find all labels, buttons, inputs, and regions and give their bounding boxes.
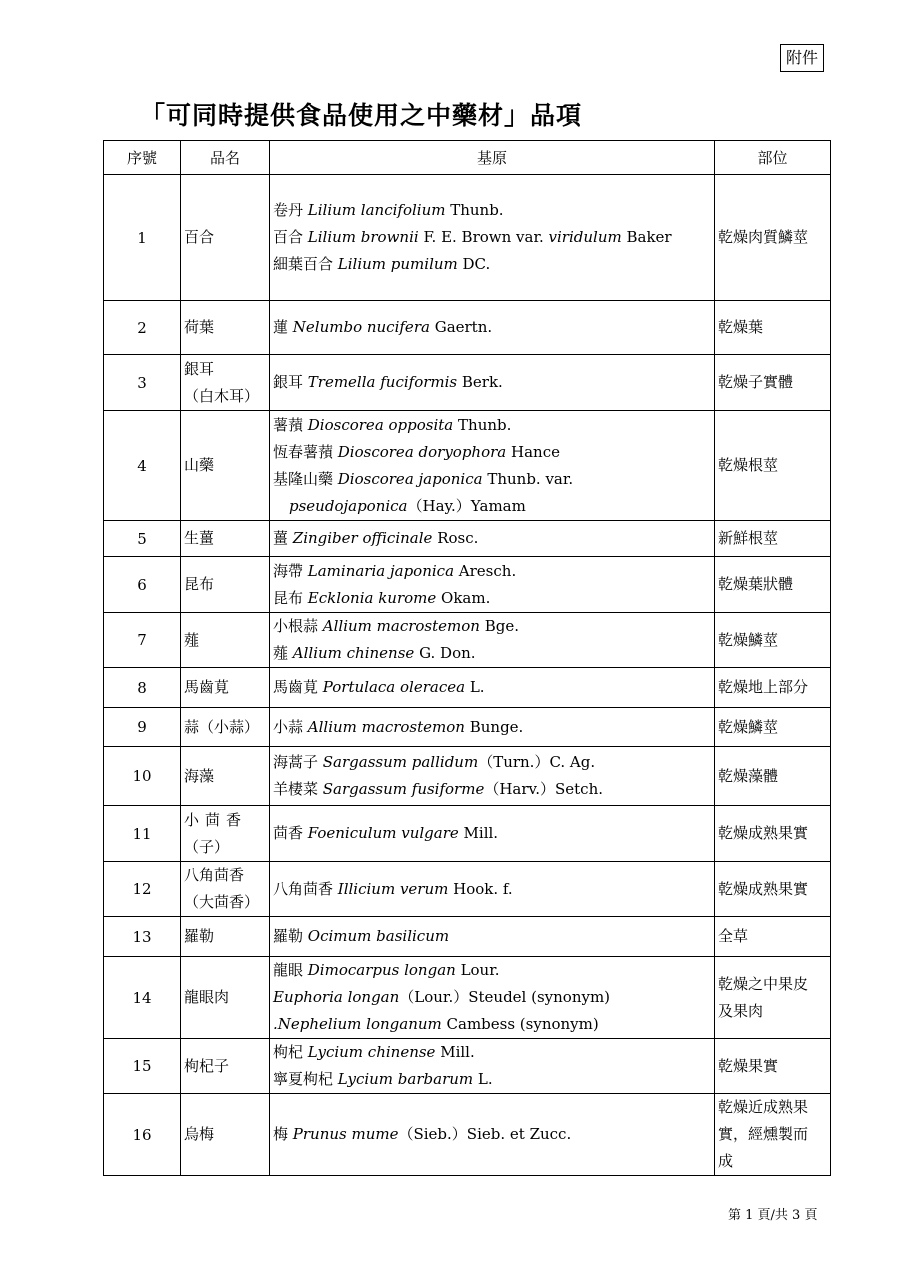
cell-part	[715, 957, 831, 1039]
cell-part	[715, 806, 831, 862]
origin-line	[273, 224, 711, 251]
cell-number: 15	[104, 1039, 181, 1094]
table-row	[104, 1039, 831, 1094]
cell-name	[181, 175, 270, 301]
cell-number: 16	[104, 1094, 181, 1176]
origin-line	[273, 1066, 711, 1093]
header-number: 序號	[104, 141, 181, 175]
table-row	[104, 806, 831, 862]
origin-line	[273, 1121, 711, 1148]
name-line: （子）	[184, 837, 230, 856]
name-line: 海藻	[184, 766, 215, 785]
origin-line	[273, 585, 711, 612]
cell-number: 11	[104, 806, 181, 862]
part-line: 乾燥子實體	[718, 373, 794, 391]
scientific-name: Illicium verum	[337, 879, 449, 898]
cell-origin	[270, 957, 715, 1039]
table-row	[104, 411, 831, 521]
origin-text: Berk.	[457, 373, 503, 391]
part-line: 成	[718, 1152, 734, 1170]
cell-origin	[270, 862, 715, 917]
origin-text: Aresch.	[454, 561, 517, 580]
origin-text: 馬齒莧	[273, 678, 323, 696]
origin-text: 蓮	[273, 318, 293, 336]
scientific-name: Dioscorea doryophora	[337, 442, 507, 461]
cell-name	[181, 806, 270, 862]
scientific-name: Lilium pumilum	[337, 255, 458, 273]
part-line: 乾燥成熟果實	[718, 879, 809, 898]
cell-origin	[270, 917, 715, 957]
origin-text: 茴香	[273, 824, 308, 842]
cell-origin	[270, 521, 715, 557]
table-row	[104, 862, 831, 917]
table-row	[104, 917, 831, 957]
table-row	[104, 301, 831, 355]
origin-line	[273, 251, 711, 278]
cell-part	[715, 301, 831, 355]
scientific-name: .Nephelium longanum	[273, 1015, 442, 1033]
origin-text: Thunb. var.	[482, 469, 574, 488]
cell-number: 2	[104, 301, 181, 355]
cell-part	[715, 708, 831, 747]
origin-line	[273, 369, 711, 396]
part-line: 乾燥葉狀體	[718, 575, 794, 593]
name-line: 龍眼肉	[184, 988, 230, 1006]
cell-number: 9	[104, 708, 181, 747]
origin-text: L.	[465, 678, 485, 696]
origin-text: 恆春薯蕷	[273, 442, 338, 461]
origin-text: F. E. Brown var.	[418, 228, 549, 246]
cell-name	[181, 355, 270, 411]
origin-text: 薤	[273, 644, 293, 662]
cell-number: 13	[104, 917, 181, 957]
origin-text: 小根蒜	[273, 617, 323, 635]
cell-part	[715, 613, 831, 668]
cell-name	[181, 613, 270, 668]
origin-text: 龍眼	[273, 961, 308, 979]
cell-origin	[270, 1094, 715, 1176]
cell-origin	[270, 301, 715, 355]
scientific-name: Allium macrostemon	[322, 617, 480, 635]
part-line: 實，經燻製而	[718, 1125, 809, 1143]
scientific-name: Euphoria longan	[273, 988, 400, 1006]
origin-text: Thunb.	[453, 415, 512, 434]
origin-text: Lour.	[455, 961, 500, 979]
cell-number: 1	[104, 175, 181, 301]
origin-line	[273, 984, 711, 1011]
cell-name	[181, 957, 270, 1039]
origin-text: Bge.	[479, 617, 519, 635]
cell-part	[715, 1039, 831, 1094]
origin-text: （Sieb.）Sieb. et Zucc.	[398, 1125, 572, 1143]
origin-text: DC.	[457, 255, 491, 273]
origin-text: （Turn.）C. Ag.	[478, 753, 596, 771]
cell-part	[715, 668, 831, 708]
cell-number: 5	[104, 521, 181, 557]
part-line: 乾燥成熟果實	[718, 824, 809, 842]
origin-line	[273, 525, 711, 552]
scientific-name: Foeniculum vulgare	[307, 824, 459, 842]
origin-text: Baker	[621, 228, 672, 246]
origin-line	[273, 714, 711, 741]
cell-part	[715, 355, 831, 411]
scientific-name: Prunus mume	[292, 1125, 399, 1143]
part-line: 乾燥鱗莖	[718, 717, 779, 736]
cell-origin	[270, 668, 715, 708]
name-line: （白木耳）	[184, 386, 260, 405]
name-line: 烏梅	[184, 1125, 215, 1143]
name-line: 小茴香	[184, 810, 248, 829]
name-line: 山藥	[184, 456, 215, 474]
cell-name	[181, 301, 270, 355]
part-line: 乾燥根莖	[718, 456, 779, 474]
origin-text: Hook. f.	[448, 879, 513, 898]
origin-text: （Lour.）Steudel (synonym)	[399, 988, 611, 1006]
origin-line	[273, 1011, 711, 1038]
origin-text: 卷丹	[273, 201, 308, 219]
origin-text: 海帶	[273, 561, 308, 580]
cell-name	[181, 411, 270, 521]
name-line: 荷葉	[184, 318, 215, 336]
cell-number: 4	[104, 411, 181, 521]
scientific-name: Ecklonia kurome	[307, 588, 437, 607]
table-row	[104, 1094, 831, 1176]
name-line: 八角茴香	[184, 866, 245, 884]
origin-text: 枸杞	[273, 1043, 308, 1061]
origin-text: 羅勒	[273, 927, 308, 945]
origin-text: 寧夏枸杞	[273, 1070, 338, 1088]
origin-line	[273, 923, 711, 950]
origin-text: Rosc.	[432, 529, 479, 547]
origin-line	[273, 613, 711, 640]
cell-name	[181, 747, 270, 806]
part-line: 新鮮根莖	[718, 529, 779, 547]
cell-part	[715, 747, 831, 806]
cell-origin	[270, 613, 715, 668]
origin-text: 基隆山藥	[273, 469, 338, 488]
origin-text: （Harv.）Setch.	[484, 780, 603, 798]
scientific-name: Ocimum basilicum	[307, 927, 450, 945]
page-title: 「可同時提供食品使用之中藥材」品項	[140, 101, 583, 130]
name-line: 馬齒莧	[184, 678, 230, 696]
table-body	[104, 175, 831, 1176]
origin-text: 細葉百合	[273, 255, 338, 273]
scientific-name: Lilium lancifolium	[307, 201, 446, 219]
origin-line	[273, 876, 711, 903]
scientific-name: Laminaria japonica	[307, 561, 455, 580]
cell-name	[181, 708, 270, 747]
origin-text: 羊棲菜	[273, 780, 323, 798]
origin-text: G. Don.	[414, 644, 476, 662]
cell-number: 14	[104, 957, 181, 1039]
scientific-name: Zingiber officinale	[292, 529, 433, 547]
cell-origin	[270, 411, 715, 521]
origin-line	[273, 493, 711, 520]
origin-text: 銀耳	[273, 373, 308, 391]
origin-line	[273, 957, 711, 984]
table-row	[104, 557, 831, 613]
origin-text: 薯蕷	[273, 415, 308, 434]
cell-part	[715, 175, 831, 301]
cell-origin	[270, 708, 715, 747]
header-row	[104, 141, 831, 175]
table-row	[104, 175, 831, 301]
table-row	[104, 613, 831, 668]
header-part: 部位	[715, 141, 831, 175]
page-number: 第 1 頁/共 3 頁	[728, 1208, 818, 1223]
origin-line	[273, 820, 711, 847]
name-line: 薤	[184, 630, 200, 649]
herb-table	[103, 140, 831, 1176]
cell-name	[181, 917, 270, 957]
origin-line	[273, 439, 711, 466]
origin-text: 梅	[273, 1125, 293, 1143]
scientific-name: Nelumbo nucifera	[292, 318, 430, 336]
name-line: 生薑	[184, 529, 215, 547]
cell-number: 8	[104, 668, 181, 708]
origin-text: Okam.	[436, 588, 491, 607]
table-row	[104, 521, 831, 557]
origin-line	[273, 558, 711, 585]
origin-text: 薑	[273, 529, 293, 547]
cell-name	[181, 668, 270, 708]
header-origin: 基原	[270, 141, 715, 175]
origin-text: Thunb.	[445, 201, 504, 219]
scientific-name: Tremella fuciformis	[307, 373, 458, 391]
origin-text: 海蒿子	[273, 753, 323, 771]
name-line: 銀耳	[184, 359, 215, 378]
cell-part	[715, 1094, 831, 1176]
part-line: 乾燥地上部分	[718, 678, 809, 696]
scientific-name: pseudojaponica	[289, 496, 408, 515]
scientific-name: Lycium barbarum	[337, 1070, 474, 1088]
scientific-name: Allium chinense	[292, 644, 415, 662]
table-row	[104, 957, 831, 1039]
part-line: 乾燥果實	[718, 1056, 779, 1075]
scientific-name: Portulaca oleracea	[322, 678, 466, 696]
cell-number: 7	[104, 613, 181, 668]
header-name: 品名	[181, 141, 270, 175]
name-line: 百合	[184, 228, 215, 246]
cell-part	[715, 917, 831, 957]
origin-text: 百合	[273, 228, 308, 246]
origin-text: Cambess (synonym)	[441, 1015, 599, 1033]
cell-part	[715, 411, 831, 521]
cell-number: 6	[104, 557, 181, 613]
origin-line	[273, 412, 711, 439]
cell-origin	[270, 175, 715, 301]
table-row	[104, 708, 831, 747]
cell-part	[715, 862, 831, 917]
attachment-label: 附件	[780, 44, 824, 72]
origin-text: L.	[473, 1070, 493, 1088]
part-line: 乾燥葉	[718, 318, 764, 336]
part-line: 全草	[718, 927, 749, 945]
cell-name	[181, 1094, 270, 1176]
name-line: 蒜（小蒜）	[184, 717, 260, 736]
part-line: 乾燥近成熟果	[718, 1098, 809, 1116]
origin-line	[273, 640, 711, 667]
name-line: （大茴香）	[184, 893, 260, 911]
scientific-name: Sargassum fusiforme	[322, 780, 485, 798]
scientific-name: Lilium brownii	[307, 228, 419, 246]
scientific-name: Dimocarpus longan	[307, 961, 456, 979]
cell-origin	[270, 355, 715, 411]
origin-text: Mill.	[435, 1043, 475, 1061]
cell-number: 12	[104, 862, 181, 917]
origin-text: （Hay.）Yamam	[407, 496, 526, 515]
part-line: 及果肉	[718, 1001, 764, 1020]
scientific-name: viridulum	[548, 228, 622, 246]
origin-line	[273, 749, 711, 776]
cell-name	[181, 557, 270, 613]
name-line: 昆布	[184, 575, 215, 593]
cell-name	[181, 521, 270, 557]
cell-origin	[270, 557, 715, 613]
cell-number: 3	[104, 355, 181, 411]
cell-origin	[270, 1039, 715, 1094]
scientific-name: Allium macrostemon	[307, 717, 465, 736]
cell-name	[181, 1039, 270, 1094]
scientific-name: Dioscorea japonica	[337, 469, 483, 488]
origin-line	[273, 1039, 711, 1066]
scientific-name: Sargassum pallidum	[322, 753, 479, 771]
origin-text: Mill.	[458, 824, 499, 842]
origin-text: 小蒜	[273, 717, 308, 736]
origin-line	[273, 197, 711, 224]
origin-text: Bunge.	[464, 717, 524, 736]
cell-name	[181, 862, 270, 917]
cell-part	[715, 557, 831, 613]
origin-text: Gaertn.	[429, 318, 493, 336]
origin-text: Hance	[506, 442, 560, 461]
cell-origin	[270, 747, 715, 806]
origin-line	[273, 776, 711, 803]
cell-part	[715, 521, 831, 557]
scientific-name: Lycium chinense	[307, 1043, 436, 1061]
table-row	[104, 747, 831, 806]
origin-text: 昆布	[273, 588, 308, 607]
table-row	[104, 355, 831, 411]
name-line: 枸杞子	[184, 1056, 230, 1075]
origin-line	[273, 674, 711, 701]
table-row	[104, 668, 831, 708]
part-line: 乾燥鱗莖	[718, 630, 779, 649]
origin-line	[273, 314, 711, 341]
cell-origin	[270, 806, 715, 862]
part-line: 乾燥肉質鱗莖	[718, 228, 809, 246]
scientific-name: Dioscorea opposita	[307, 415, 454, 434]
origin-line	[273, 466, 711, 493]
part-line: 乾燥藻體	[718, 766, 779, 785]
origin-text: 八角茴香	[273, 879, 338, 898]
name-line: 羅勒	[184, 927, 215, 945]
cell-number: 10	[104, 747, 181, 806]
part-line: 乾燥之中果皮	[718, 974, 809, 993]
